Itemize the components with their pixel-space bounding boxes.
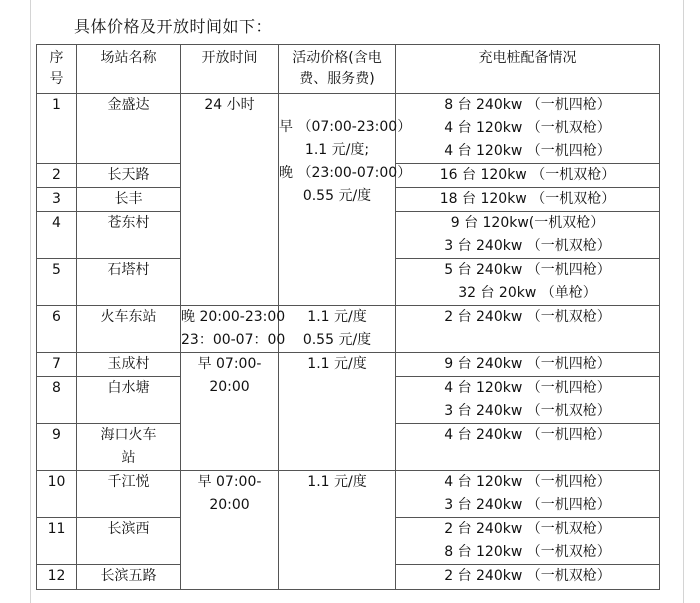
config-line: 4 台 120kw （一机四枪）: [444, 380, 611, 396]
table-row: [37, 471, 660, 518]
config-line: 18 台 120kw （一机双枪）: [439, 191, 616, 207]
config-line: 9 台 240kw （一机四枪）: [444, 356, 611, 372]
config-cell: [396, 518, 660, 565]
config-line: 3 台 240kw （一机四枪）: [444, 497, 611, 513]
config-line: 9 台 120kw(一机双枪）: [450, 215, 605, 231]
row-number: 6: [37, 306, 77, 353]
station-name: 石塔村: [77, 259, 181, 306]
config-line: 8 台 120kw （一机双枪）: [444, 544, 611, 560]
price-line: 0.55 元/度: [302, 188, 372, 204]
config-cell: [396, 424, 660, 471]
row-number: 10: [37, 471, 77, 518]
station-name: 长滨五路: [77, 565, 181, 590]
header-station: 场站名称: [77, 45, 181, 94]
config-cell: [396, 94, 660, 164]
price-line: 晚 （23:00-07:00）: [279, 165, 412, 181]
price-cell-group1: [279, 94, 412, 306]
config-line: 32 台 20kw （单枪）: [458, 285, 597, 301]
price-cell-group4: 1.1 元/度: [279, 471, 396, 590]
station-name: 长滨西: [77, 518, 181, 565]
config-cell: [396, 164, 660, 188]
intro-text: 具体价格及开放时间如下：: [74, 17, 273, 36]
row-number: 12: [37, 565, 77, 590]
config-line: 5 台 240kw （一机四枪）: [444, 262, 611, 278]
row-number: 9: [37, 424, 77, 471]
config-cell: [396, 212, 660, 259]
header-seq-line2: 号: [49, 71, 64, 87]
station-name: 千江悦: [77, 471, 181, 518]
config-line: 2 台 240kw （一机双枪）: [444, 309, 611, 325]
config-line: 4 台 120kw （一机四枪）: [444, 474, 611, 490]
hours-line: 23：00-07：00: [181, 332, 286, 348]
config-line: 8 台 240kw （一机四枪）: [444, 97, 611, 113]
station-name: 金盛达: [77, 94, 181, 164]
config-line: 3 台 240kw （一机双枪）: [444, 238, 611, 254]
config-line: 4 台 240kw （一机四枪）: [444, 427, 611, 443]
hours-cell-group3: 早 07:00-20:00: [181, 353, 279, 471]
price-line: 1.1 元/度;: [304, 142, 370, 158]
row-number: 1: [37, 94, 77, 164]
config-cell: [396, 188, 660, 212]
header-seq: [37, 45, 77, 94]
header-row: [37, 45, 660, 94]
price-line: 0.55 元/度: [302, 332, 372, 348]
station-name: [77, 424, 181, 471]
config-cell: [396, 306, 660, 353]
station-name-line1: 海口火车: [100, 427, 157, 443]
hours-cell-group1: 24 小时: [181, 94, 279, 306]
row-number: 5: [37, 259, 77, 306]
config-cell: [396, 377, 660, 424]
station-name: 苍东村: [77, 212, 181, 259]
config-line: 2 台 240kw （一机双枪）: [444, 568, 611, 584]
config-line: 4 台 120kw （一机双枪）: [444, 120, 611, 136]
station-name: 长丰: [77, 188, 181, 212]
row-number: 2: [37, 164, 77, 188]
config-cell: [396, 471, 660, 518]
hours-cell-group4: 早 07:00-20:00: [181, 471, 279, 590]
row-number: 11: [37, 518, 77, 565]
row-number: 4: [37, 212, 77, 259]
config-line: 16 台 120kw （一机双枪）: [439, 167, 616, 183]
price-line: 早 （07:00-23:00）: [279, 119, 412, 135]
price-table: [36, 44, 660, 590]
config-line: 2 台 240kw （一机双枪）: [444, 521, 611, 537]
price-cell-group3: 1.1 元/度: [279, 353, 396, 471]
header-hours: 开放时间: [181, 45, 279, 94]
row-number: 7: [37, 353, 77, 377]
price-cell-group2: [279, 306, 396, 353]
station-name: 长天路: [77, 164, 181, 188]
header-seq-line1: 序: [49, 50, 64, 66]
config-cell: [396, 259, 660, 306]
page-edge-left: [30, 0, 31, 603]
header-price-line2: 费、服务费): [299, 71, 375, 87]
station-name-line2: 站: [121, 450, 136, 466]
station-name: 玉成村: [77, 353, 181, 377]
station-name: 火车东站: [77, 306, 181, 353]
config-line: 3 台 240kw （一机双枪）: [444, 403, 611, 419]
table-row: [37, 306, 660, 353]
header-price-line1: 活动价格(含电: [292, 50, 382, 66]
config-line: 4 台 120kw （一机四枪）: [444, 143, 611, 159]
page-edge-right: [683, 0, 684, 603]
header-price: [279, 45, 396, 94]
row-number: 8: [37, 377, 77, 424]
station-name: 白水塘: [77, 377, 181, 424]
header-config: 充电桩配备情况: [396, 45, 660, 94]
hours-line: 晚 20:00-23:00: [181, 309, 286, 325]
hours-cell-group2: [181, 306, 286, 353]
table-row: [37, 94, 660, 164]
row-number: 3: [37, 188, 77, 212]
config-cell: [396, 353, 660, 377]
price-line: 1.1 元/度: [307, 309, 367, 325]
table-row: [37, 353, 660, 377]
config-cell: [396, 565, 660, 590]
